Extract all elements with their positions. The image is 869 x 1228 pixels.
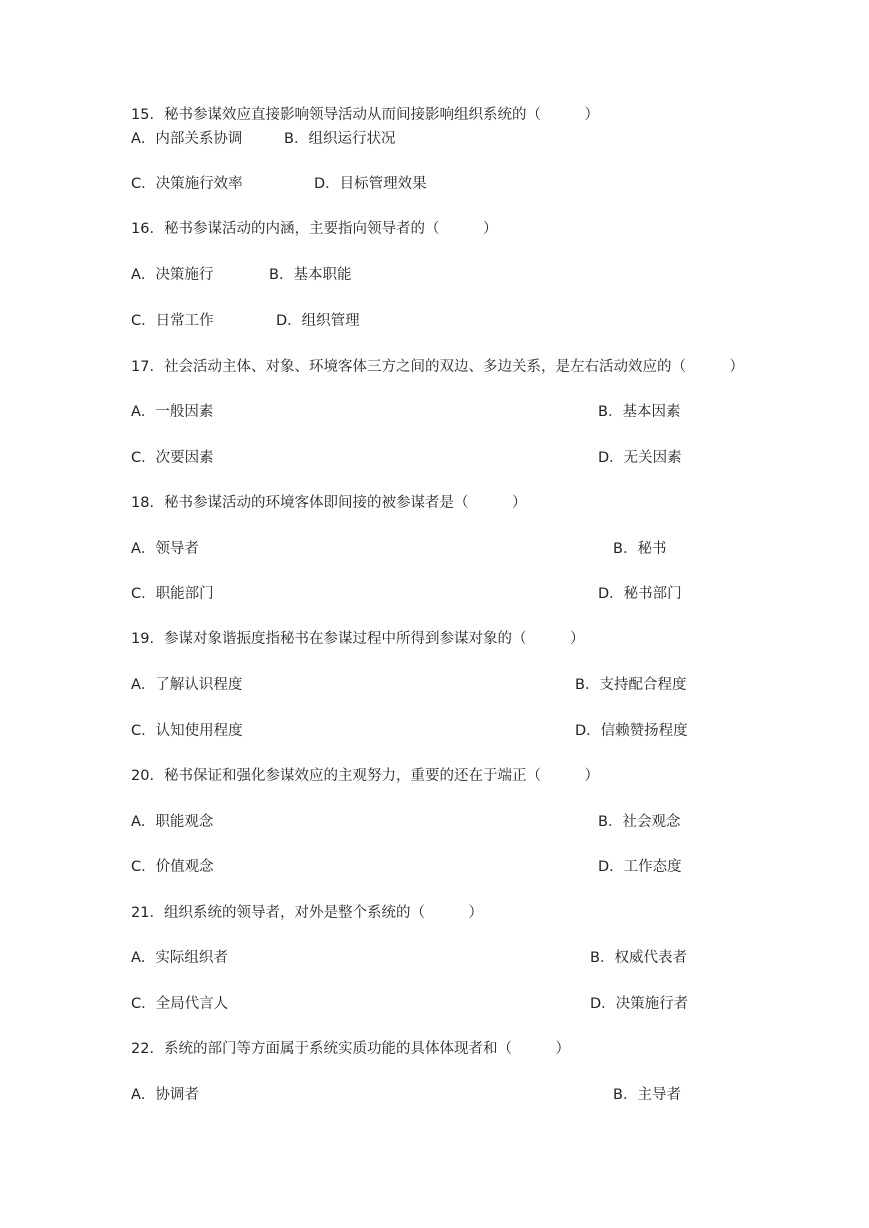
question-21-option-b: B．权威代表者 [590,950,687,966]
question-20-stem: 20．秘书保证和强化参谋效应的主观努力，重要的还在于端正（ ） [131,768,599,784]
question-19-option-c: C．认知使用程度 [131,723,243,739]
question-20-option-d: D．工作态度 [598,859,682,875]
question-18-option-c: C．职能部门 [131,586,214,602]
question-16-stem: 16．秘书参谋活动的内涵，主要指向领导者的（ ） [131,221,498,237]
question-15-option-b: B．组织运行状况 [284,131,396,147]
question-20-option-a: A．职能观念 [131,814,214,830]
question-21-option-c: C．全局代言人 [131,996,229,1012]
question-17-option-a: A．一般因素 [131,404,214,420]
question-18-option-b: B．秘书 [613,541,667,557]
question-15-option-c: C．决策施行效率 [131,176,243,192]
question-15-stem: 15．秘书参谋效应直接影响领导活动从而间接影响组织系统的（ ） [131,107,599,123]
question-19-option-b: B．支持配合程度 [575,677,687,693]
question-16-option-a: A．决策施行 [131,267,214,283]
question-21-option-d: D．决策施行者 [590,996,689,1012]
question-22-option-a: A．协调者 [131,1087,199,1103]
question-18-option-d: D．秘书部门 [598,586,682,602]
question-22-option-b: B．主导者 [613,1087,681,1103]
question-21-option-a: A．实际组织者 [131,950,228,966]
question-17-stem: 17．社会活动主体、对象、环境客体三方之间的双边、多边关系，是左右活动效应的（ ） [131,359,744,375]
question-19-option-a: A．了解认识程度 [131,677,243,693]
question-22-stem: 22．系统的部门等方面属于系统实质功能的具体体现者和（ ） [131,1041,570,1057]
question-17-option-d: D．无关因素 [598,450,682,466]
question-20-option-b: B．社会观念 [598,814,681,830]
question-17-option-c: C．次要因素 [131,450,214,466]
question-21-stem: 21．组织系统的领导者，对外是整个系统的（ ） [131,905,483,921]
question-15-option-d: D．目标管理效果 [314,176,427,192]
question-20-option-c: C．价值观念 [131,859,214,875]
question-16-option-d: D．组织管理 [276,313,360,329]
question-17-option-b: B．基本因素 [598,404,681,420]
question-15-option-a: A．内部关系协调 [131,131,243,147]
question-16-option-b: B．基本职能 [269,267,352,283]
question-19-stem: 19．参谋对象谐振度指秘书在参谋过程中所得到参谋对象的（ ） [131,631,585,647]
question-18-stem: 18．秘书参谋活动的环境客体即间接的被参谋者是（ ） [131,495,527,511]
question-16-option-c: C．日常工作 [131,313,214,329]
question-19-option-d: D．信赖赞扬程度 [575,723,688,739]
question-18-option-a: A．领导者 [131,541,199,557]
